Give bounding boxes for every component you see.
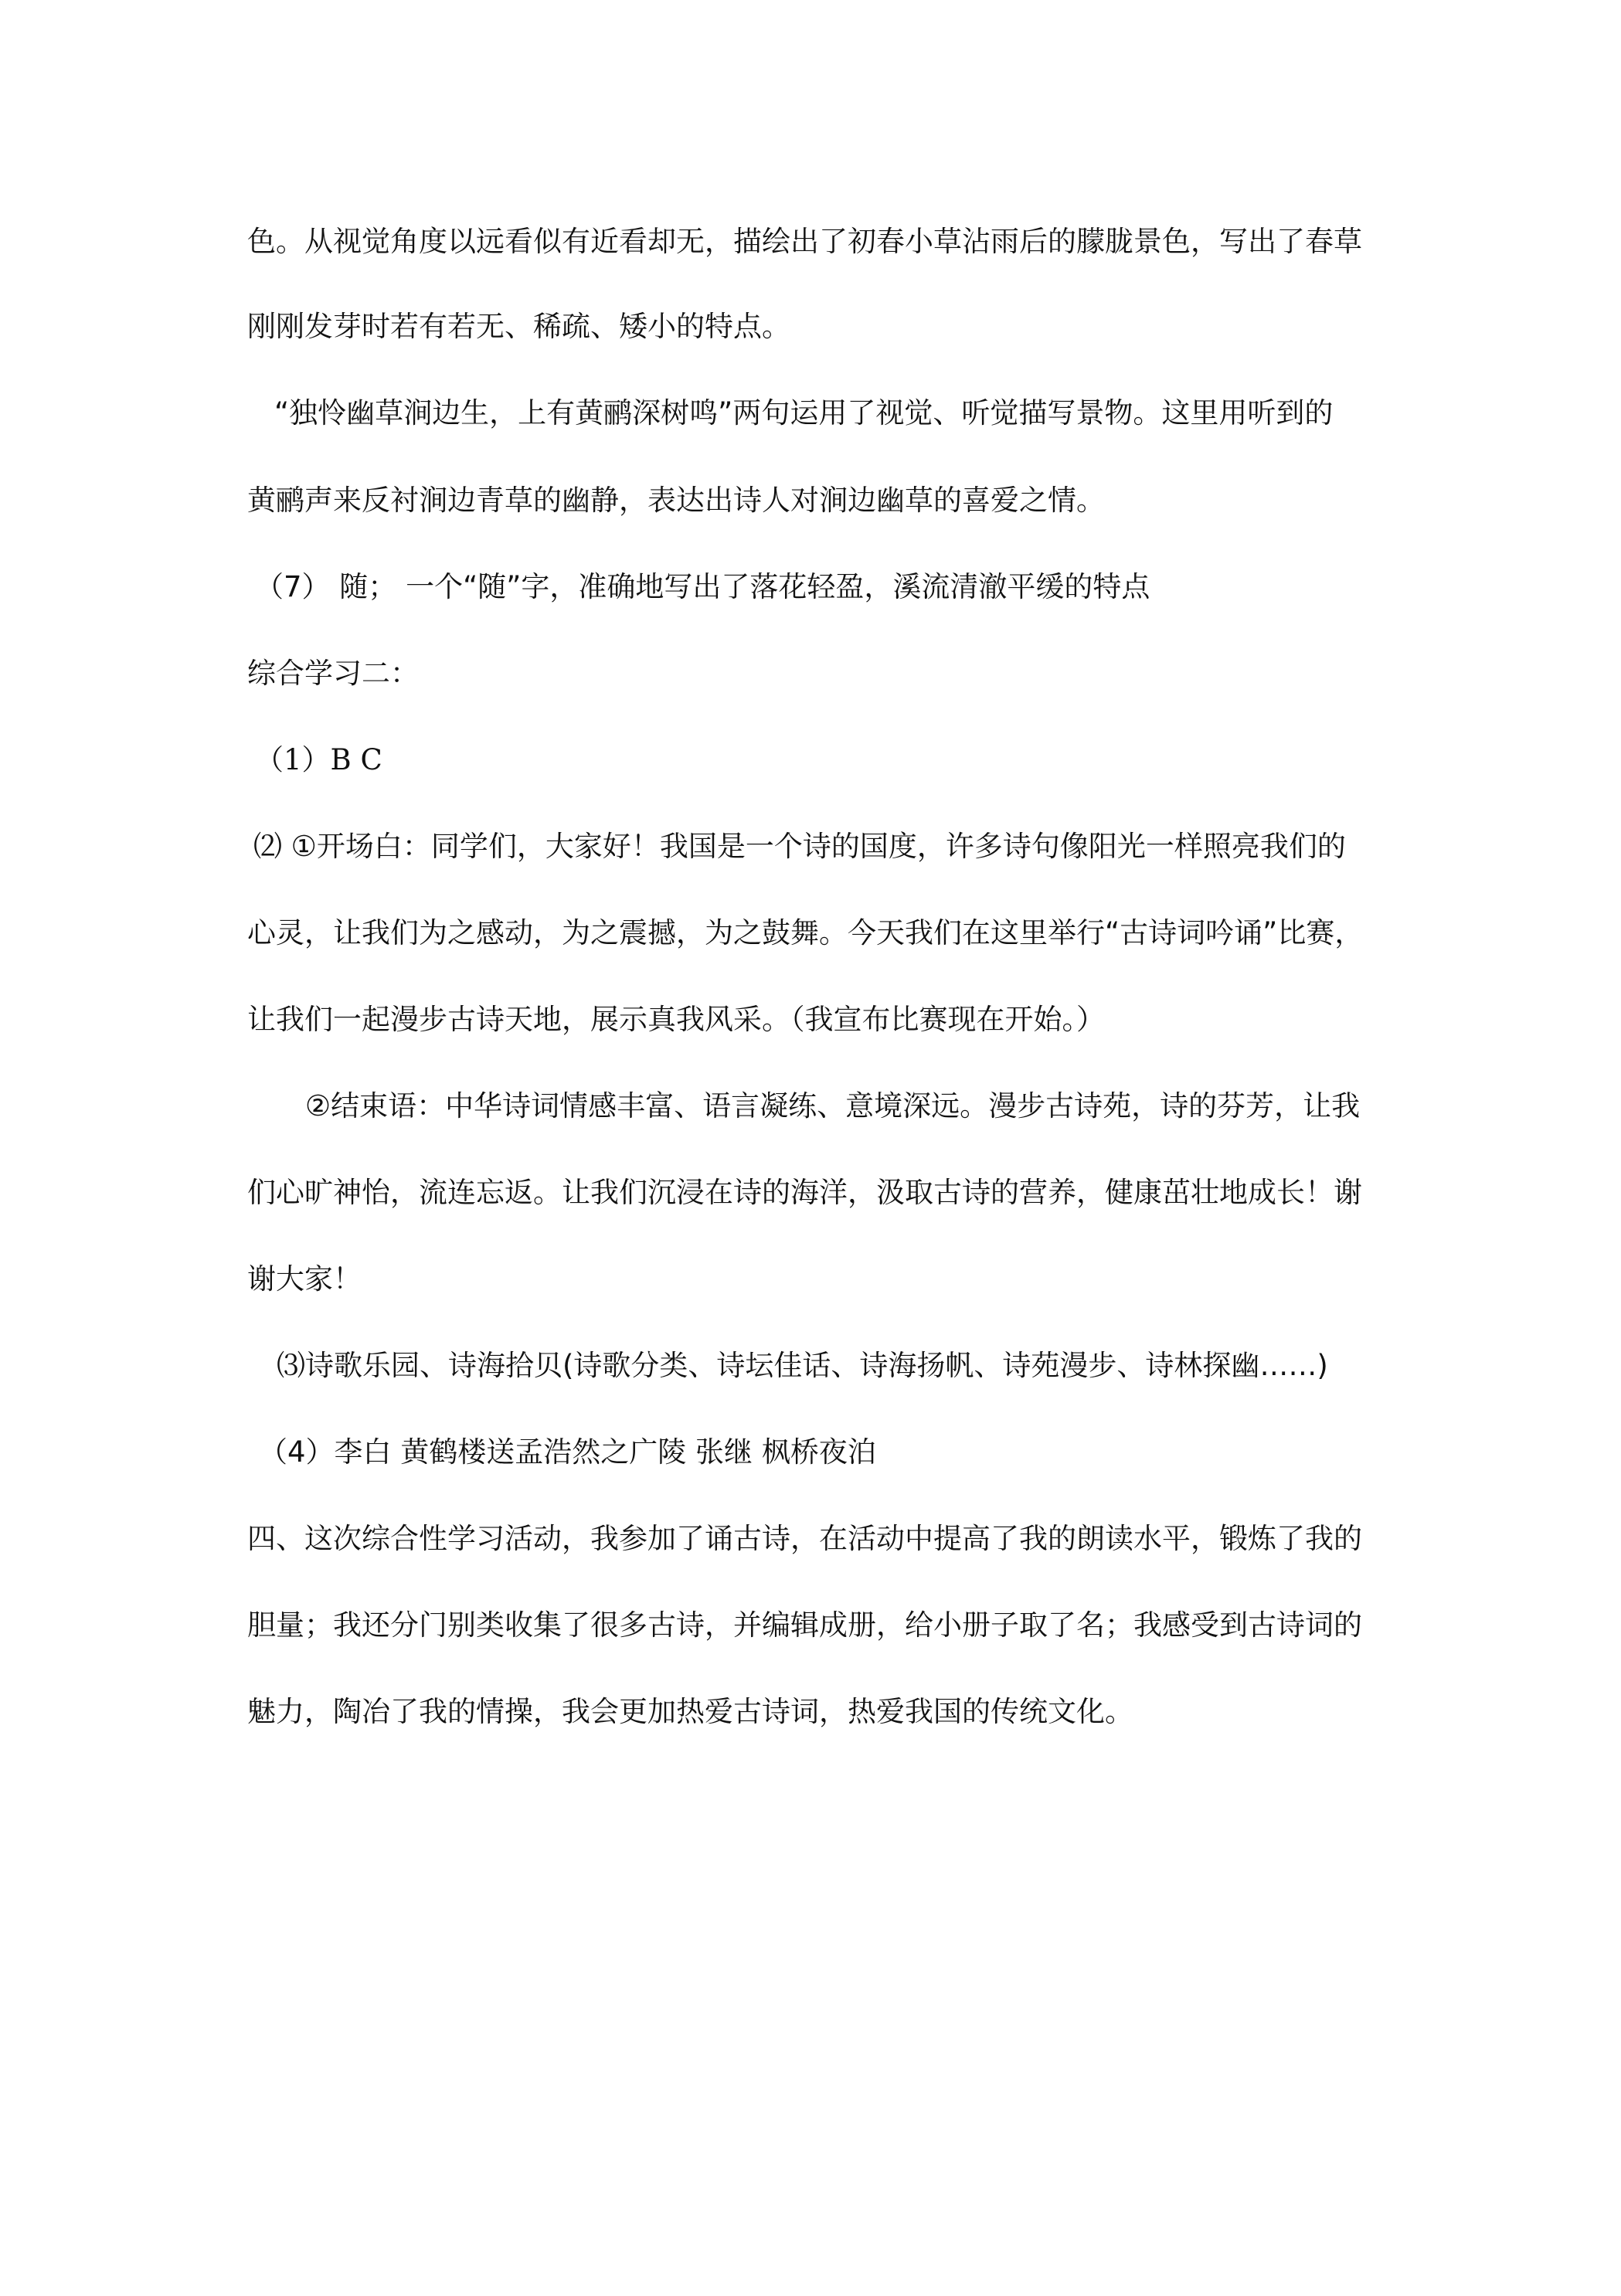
section-heading: 综合学习二： bbox=[247, 657, 419, 690]
paragraph-line: 魅力，陶冶了我的情操，我会更加热爱古诗词，热爱我国的传统文化。 bbox=[247, 1695, 1133, 1728]
paragraph-line: ②结束语：中华诗词情感丰富、语言凝练、意境深远。漫步古诗苑，诗的芬芳，让我 bbox=[305, 1089, 1361, 1123]
paragraph-line: （7） 随； 一个“随”字，准确地写出了落花轻盈，溪流清澈平缓的特点 bbox=[255, 570, 1150, 603]
paragraph-line: ⑵ ①开场白：同学们，大家好！我国是一个诗的国度，许多诗句像阳光一样照亮我们的 bbox=[253, 830, 1346, 863]
paragraph-line: 色。从视觉角度以远看似有近看却无，描绘出了初春小草沾雨后的朦胧景色，写出了春草 bbox=[247, 225, 1362, 258]
paragraph-line: 四、这次综合性学习活动，我参加了诵古诗，在活动中提高了我的朗读水平，锻炼了我的 bbox=[247, 1522, 1362, 1555]
paragraph-line: 们心旷神怡，流连忘返。让我们沉浸在诗的海洋，汲取古诗的营养，健康茁壮地成长！谢 bbox=[247, 1176, 1362, 1209]
paragraph-line: 刚刚发芽时若有若无、稀疏、矮小的特点。 bbox=[247, 310, 790, 343]
paragraph-line: 让我们一起漫步古诗天地，展示真我风采。（我宣布比赛现在开始。） bbox=[247, 1003, 1105, 1036]
paragraph-line: （1）B C bbox=[255, 743, 382, 776]
paragraph-line: “独怜幽草涧边生，上有黄鹂深树鸣”两句运用了视觉、听觉描写景物。这里用听到的 bbox=[274, 396, 1334, 430]
paragraph-line: 心灵，让我们为之感动，为之震撼，为之鼓舞。今天我们在这里举行“古诗词吟诵”比赛， bbox=[247, 916, 1364, 949]
paragraph-line: 胆量；我还分门别类收集了很多古诗，并编辑成册，给小册子取了名；我感受到古诗词的 bbox=[247, 1608, 1362, 1642]
paragraph-line: （4）李白 黄鹤楼送孟浩然之广陵 张继 枫桥夜泊 bbox=[259, 1435, 876, 1469]
paragraph-line: ⑶诗歌乐园、诗海拾贝(诗歌分类、诗坛佳话、诗海扬帆、诗苑漫步、诗林探幽……) bbox=[277, 1349, 1328, 1382]
paragraph-line: 黄鹂声来反衬涧边青草的幽静，表达出诗人对涧边幽草的喜爱之情。 bbox=[247, 484, 1105, 517]
paragraph-line: 谢大家！ bbox=[247, 1262, 362, 1296]
